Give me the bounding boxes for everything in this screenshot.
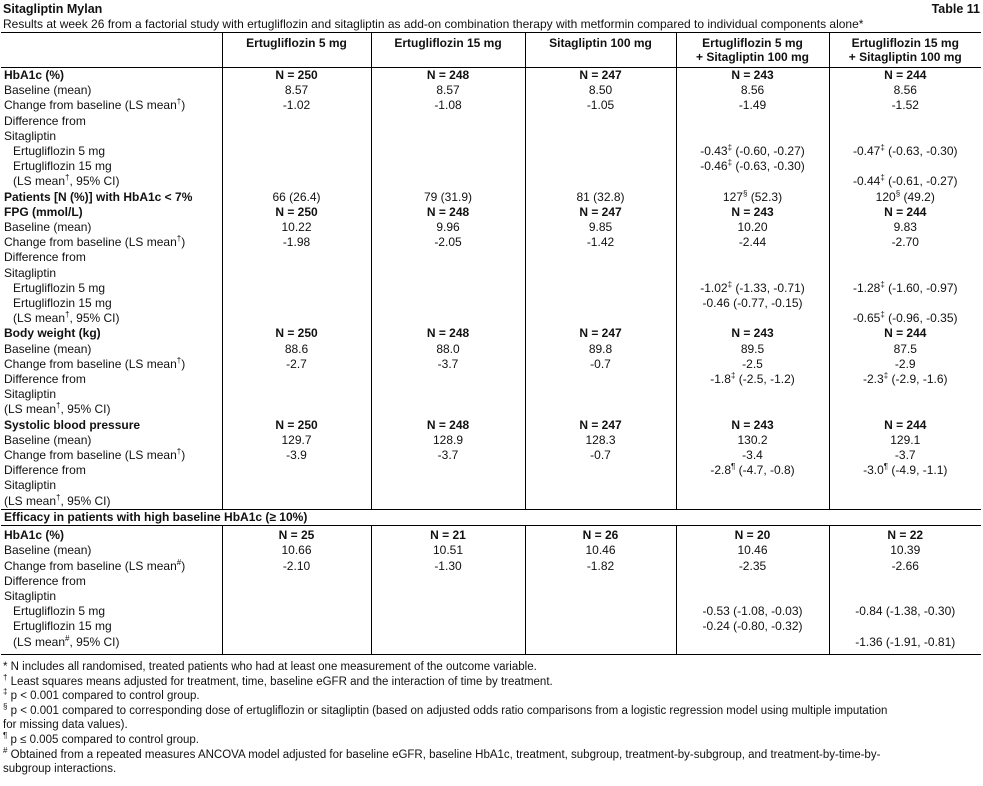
row-label: Ertugliflozin 15 mg <box>13 619 112 634</box>
footnote-mark: † <box>3 672 8 682</box>
value-ci: (-0.61, -0.27) <box>884 174 958 189</box>
cell: N = 250 <box>222 68 371 84</box>
label-text: (LS mean <box>4 402 57 417</box>
results-table <box>1 32 981 655</box>
cell: -2.05 <box>371 235 525 250</box>
cell: -0.7 <box>525 448 676 463</box>
cell: N = 248 <box>371 68 525 84</box>
table-row <box>1 418 981 433</box>
cell: 10.22 <box>222 220 371 235</box>
col-header-ertu15-sita <box>829 33 981 68</box>
footnote-mark: ¶ <box>731 463 736 472</box>
cell: 10.46 <box>676 543 829 558</box>
table-row <box>1 129 981 144</box>
row-label-body-weight: Body weight (kg) <box>4 326 101 341</box>
table-row <box>1 281 981 296</box>
value: -2.3 <box>863 372 884 387</box>
col-header-line2: + Sitagliptin 100 mg <box>695 50 810 64</box>
cell: 10.46 <box>525 543 676 558</box>
cell: 130.2 <box>676 433 829 448</box>
row-label <box>1 494 222 510</box>
row-label: Difference from <box>4 463 86 478</box>
cell: 128.9 <box>371 433 525 448</box>
table-row <box>1 528 981 543</box>
row-label: Baseline (mean) <box>4 341 92 356</box>
table-header-row <box>1 33 981 68</box>
cell: N = 248 <box>371 205 525 220</box>
cell: 129.1 <box>829 433 981 448</box>
table-row <box>1 220 981 235</box>
cell: -3.7 <box>371 357 525 372</box>
row-label: Change from baseline (LS mean†) <box>4 356 186 371</box>
row-label-sbp: Systolic blood pressure <box>4 417 141 432</box>
col-header-line1: Ertugliflozin 15 mg <box>851 36 959 50</box>
table-row <box>1 372 981 387</box>
document-title: Sitagliptin Mylan <box>3 2 103 16</box>
footnote-text: p ≤ 0.005 compared to control group. <box>7 733 200 746</box>
footnote-mark: ‡ <box>880 280 885 289</box>
cell: N = 244 <box>829 418 981 433</box>
cell: N = 248 <box>371 418 525 433</box>
cell: N = 250 <box>222 418 371 433</box>
cell: N = 244 <box>829 326 981 341</box>
table-row <box>1 266 981 281</box>
cell: -1.36 (-1.91, -0.81) <box>829 635 981 650</box>
footnote-mark: † <box>56 402 61 411</box>
row-label: Sitagliptin <box>4 128 57 143</box>
row-label: Baseline (mean) <box>4 220 92 235</box>
document-header <box>3 2 980 18</box>
footnote-mark: # <box>176 558 182 567</box>
cell <box>829 372 981 387</box>
table-bottom-rule <box>1 650 981 655</box>
col-header-ertu5-sita <box>676 33 829 68</box>
row-label <box>1 635 222 650</box>
footnote-mark: ‡ <box>880 311 885 320</box>
label-text: Change from baseline (LS mean <box>4 98 177 113</box>
cell <box>829 144 981 159</box>
cell: -1.02 <box>222 98 371 113</box>
footnote-mark: ¶ <box>883 463 889 472</box>
cell: 89.5 <box>676 342 829 357</box>
cell: N = 21 <box>371 528 525 543</box>
value-ci: (-1.60, -0.97) <box>884 280 958 295</box>
table-row <box>1 448 981 463</box>
table-row <box>1 83 981 98</box>
footnote-mark: † <box>176 448 182 457</box>
row-label: Sitagliptin <box>4 265 57 280</box>
row-label: Ertugliflozin 15 mg <box>13 296 112 311</box>
cell: -1.05 <box>525 98 676 113</box>
cell: N = 250 <box>222 326 371 341</box>
cell: -1.98 <box>222 235 371 250</box>
table-row <box>1 159 981 174</box>
table-row <box>1 604 981 619</box>
footnote <box>3 745 963 777</box>
value-ci: (-2.9, -1.6) <box>888 372 948 387</box>
row-label-patients: Patients [N (%)] with HbA1c < 7% <box>4 189 193 204</box>
footnote-mark: ‡ <box>3 687 8 697</box>
footnote <box>3 689 963 704</box>
cell: 88.6 <box>222 342 371 357</box>
value: -3.0 <box>863 463 884 478</box>
footnote-mark: # <box>65 634 70 643</box>
header-empty <box>1 33 222 68</box>
value-ci: (-0.63, -0.30) <box>884 144 958 159</box>
footnote-mark: † <box>176 356 182 365</box>
footnote-mark: § <box>742 189 748 198</box>
cell: N = 247 <box>525 326 676 341</box>
footnote-text: Least squares means adjusted for treatment, time, baseline eGFR and the interaction of time by treatment. <box>10 675 553 688</box>
row-label <box>1 402 222 417</box>
cell: 10.51 <box>371 543 525 558</box>
table-row <box>1 326 981 341</box>
row-label: Baseline (mean) <box>4 432 92 447</box>
footnote <box>3 730 963 748</box>
cell: 9.96 <box>371 220 525 235</box>
col-header-line1: Ertugliflozin 5 mg <box>702 36 803 50</box>
cell: -0.84 (-1.38, -0.30) <box>829 604 981 619</box>
row-label <box>1 174 222 189</box>
label-text: , 95% CI) <box>69 311 120 326</box>
cell: -2.9 <box>829 357 981 372</box>
value: -1.02 <box>700 280 728 295</box>
col-header-ertu15: Ertugliflozin 15 mg <box>371 33 525 68</box>
footnote-text: Obtained from a repeated measures ANCOVA model adjusted for baseline eGFR, baseline HbA1c, treatment, subgroup, treatment-by-subgroup, and treatment-by-time-by- <box>7 748 881 761</box>
label-text: Change from baseline (LS mean <box>4 356 177 371</box>
footnote-text: p < 0.001 compared to corresponding dose of ertugliflozin or sitagliptin (based on adjusted odds ratio comparisons from a logistic regression model using multiple imputation <box>7 704 888 717</box>
col-header-sita100: Sitagliptin 100 mg <box>525 33 676 68</box>
row-label: Change from baseline (LS mean†) <box>4 98 186 113</box>
cell: 8.57 <box>222 83 371 98</box>
row-label: Change from baseline (LS mean†) <box>4 235 186 250</box>
value-pct: (52.3) <box>747 189 783 204</box>
label-text: Change from baseline (LS mean <box>4 448 177 463</box>
cell: 89.8 <box>525 342 676 357</box>
cell: -0.7 <box>525 357 676 372</box>
table-row <box>1 174 981 189</box>
cell: -2.44 <box>676 235 829 250</box>
cell: 66 (26.4) <box>222 190 371 205</box>
footnote-mark: ‡ <box>730 372 736 381</box>
footnote-mark: ‡ <box>727 280 733 289</box>
table-row <box>1 98 981 113</box>
col-header-ertu5: Ertugliflozin 5 mg <box>222 33 371 68</box>
cell: 8.50 <box>525 83 676 98</box>
label-text: (LS mean <box>13 311 66 326</box>
table-row <box>1 296 981 311</box>
value-ci: (-1.33, -0.71) <box>732 280 805 295</box>
value-ci: (-0.63, -0.30) <box>732 159 805 174</box>
table-row <box>1 574 981 589</box>
footnote <box>3 672 963 690</box>
row-label: Difference from <box>4 372 86 387</box>
value: -1.8 <box>710 372 731 387</box>
value: -0.44 <box>852 174 881 189</box>
cell: -1.49 <box>676 98 829 113</box>
table-row <box>1 478 981 493</box>
label-text: Change from baseline (LS mean <box>4 235 177 250</box>
table-row <box>1 494 981 510</box>
row-label: Baseline (mean) <box>4 543 92 558</box>
cell: N = 248 <box>371 326 525 341</box>
row-label <box>1 311 222 326</box>
value-ci: (-0.60, -0.27) <box>732 144 805 159</box>
cell: 8.56 <box>676 83 829 98</box>
cell <box>829 311 981 326</box>
table-row <box>1 205 981 220</box>
cell: 129.7 <box>222 433 371 448</box>
cell: 10.20 <box>676 220 829 235</box>
row-label: Ertugliflozin 5 mg <box>13 144 106 159</box>
cell: N = 247 <box>525 418 676 433</box>
cell: 8.56 <box>829 83 981 98</box>
footnote-mark: ‡ <box>880 174 885 183</box>
table-row <box>1 402 981 417</box>
cell <box>829 463 981 478</box>
cell: -1.52 <box>829 98 981 113</box>
value-ci: (-2.5, -1.2) <box>735 372 795 387</box>
table-row <box>1 357 981 372</box>
value-ci: (-4.7, -0.8) <box>735 463 795 478</box>
cell: -2.66 <box>829 559 981 574</box>
cell: N = 20 <box>676 528 829 543</box>
footnote-mark: § <box>895 189 901 198</box>
value: -1.28 <box>852 280 881 295</box>
table-row <box>1 433 981 448</box>
cell: N = 244 <box>829 68 981 84</box>
cell: -0.53 (-1.08, -0.03) <box>676 604 829 619</box>
row-label: Change from baseline (LS mean#) <box>4 558 186 573</box>
col-header-line2: + Sitagliptin 100 mg <box>848 50 962 64</box>
footnote-mark: ‡ <box>880 144 885 153</box>
cell: -2.35 <box>676 559 829 574</box>
cell: -1.82 <box>525 559 676 574</box>
cell: 8.57 <box>371 83 525 98</box>
cell: 10.39 <box>829 543 981 558</box>
label-text: , 95% CI) <box>60 493 111 508</box>
cell: 9.83 <box>829 220 981 235</box>
value: 120 <box>875 189 896 204</box>
cell: -1.08 <box>371 98 525 113</box>
table-row <box>1 635 981 650</box>
table-row <box>1 387 981 402</box>
cell <box>676 463 829 478</box>
row-label: Sitagliptin <box>4 478 57 493</box>
cell: 9.85 <box>525 220 676 235</box>
table-row <box>1 311 981 326</box>
value: -0.65 <box>852 311 881 326</box>
cell: N = 247 <box>525 68 676 84</box>
table-row <box>1 619 981 634</box>
cell: -3.9 <box>222 448 371 463</box>
footnote-mark: ‡ <box>727 144 733 153</box>
cell: N = 22 <box>829 528 981 543</box>
table-row <box>1 68 981 84</box>
cell: -0.24 (-0.80, -0.32) <box>676 619 829 634</box>
cell: 10.66 <box>222 543 371 558</box>
cell: -3.7 <box>829 448 981 463</box>
footnote-text: subgroup interactions. <box>3 763 117 776</box>
label-text: (LS mean <box>13 634 66 649</box>
cell: -3.4 <box>676 448 829 463</box>
row-label: Sitagliptin <box>4 588 57 603</box>
table-row <box>1 235 981 250</box>
value: -0.46 <box>700 159 728 174</box>
cell: N = 243 <box>676 68 829 84</box>
label-text: (LS mean <box>4 493 57 508</box>
table-row <box>1 589 981 604</box>
value-ci: (-4.9, -1.1) <box>888 463 948 478</box>
cell: N = 247 <box>525 205 676 220</box>
value-pct: (49.2) <box>900 189 935 204</box>
section-title: Efficacy in patients with high baseline HbA1c (≥ 10%) <box>1 509 981 525</box>
cell: N = 243 <box>676 418 829 433</box>
row-label: Change from baseline (LS mean†) <box>4 448 186 463</box>
footnote-mark: † <box>176 235 182 244</box>
row-label: Sitagliptin <box>4 387 57 402</box>
footnote <box>3 660 963 675</box>
cell: N = 25 <box>222 528 371 543</box>
cell: -1.30 <box>371 559 525 574</box>
footnote-mark: ¶ <box>3 730 8 740</box>
cell <box>829 174 981 189</box>
row-label: Ertugliflozin 15 mg <box>13 159 112 174</box>
footnote-text: for missing data values). <box>3 719 128 732</box>
footnote-mark: # <box>3 745 8 755</box>
row-label-hba1c-high: HbA1c (%) <box>4 528 65 543</box>
cell: -2.70 <box>829 235 981 250</box>
footnote-text: p < 0.001 compared to control group. <box>7 690 200 703</box>
cell <box>829 281 981 296</box>
table-row <box>1 144 981 159</box>
cell: N = 250 <box>222 205 371 220</box>
table-row <box>1 250 981 265</box>
footnote-mark: § <box>3 701 8 711</box>
footnote-mark: ‡ <box>883 372 889 381</box>
footnote-mark: † <box>176 98 182 107</box>
cell: -2.7 <box>222 357 371 372</box>
table-row <box>1 543 981 558</box>
cell: 79 (31.9) <box>371 190 525 205</box>
cell: 81 (32.8) <box>525 190 676 205</box>
table-row <box>1 342 981 357</box>
cell: 128.3 <box>525 433 676 448</box>
cell: -1.42 <box>525 235 676 250</box>
row-label: Difference from <box>4 113 86 128</box>
value: -0.47 <box>852 144 881 159</box>
cell: N = 244 <box>829 205 981 220</box>
cell <box>676 372 829 387</box>
row-label: Ertugliflozin 5 mg <box>13 604 106 619</box>
row-label-fpg: FPG (mmol/L) <box>4 204 83 219</box>
footnote-mark: † <box>65 311 70 320</box>
cell: N = 26 <box>525 528 676 543</box>
table-number: Table 11 <box>931 2 980 16</box>
cell: 88.0 <box>371 342 525 357</box>
footnote-mark: † <box>56 493 61 502</box>
value: 127 <box>722 189 743 204</box>
footnote-mark: ‡ <box>727 159 733 168</box>
value-ci: (-0.96, -0.35) <box>884 311 958 326</box>
cell <box>676 190 829 205</box>
label-text: Change from baseline (LS mean <box>4 558 177 573</box>
table-row <box>1 190 981 205</box>
section-header-row <box>1 509 981 525</box>
cell <box>676 159 829 174</box>
footnote <box>3 701 963 733</box>
footnote-mark: † <box>65 174 70 183</box>
table-row <box>1 114 981 129</box>
label-text: , 95% CI) <box>69 634 120 649</box>
row-label: Difference from <box>4 573 86 588</box>
label-text: (LS mean <box>13 174 66 189</box>
cell <box>676 281 829 296</box>
cell: -2.10 <box>222 559 371 574</box>
row-label-hba1c: HbA1c (%) <box>4 68 65 82</box>
value: -2.8 <box>710 463 732 478</box>
cell: N = 243 <box>676 326 829 341</box>
table-row <box>1 463 981 478</box>
cell: N = 243 <box>676 205 829 220</box>
footnote-text: N includes all randomised, treated patients who had at least one measurement of the outcome variable. <box>7 661 537 673</box>
footnote-mark: * <box>3 661 8 673</box>
cell: -2.5 <box>676 357 829 372</box>
footnotes <box>3 660 963 777</box>
label-text: , 95% CI) <box>60 402 111 417</box>
table-caption: Results at week 26 from a factorial study with ertugliflozin and sitagliptin as add-on combination therapy with metformin compared to individual components alone* <box>3 17 864 31</box>
cell <box>676 144 829 159</box>
cell: 87.5 <box>829 342 981 357</box>
row-label: Baseline (mean) <box>4 83 92 98</box>
cell: -3.7 <box>371 448 525 463</box>
row-label: Difference from <box>4 250 86 265</box>
value: -0.43 <box>700 144 728 159</box>
label-text: , 95% CI) <box>69 174 120 189</box>
row-label: Ertugliflozin 5 mg <box>13 280 106 295</box>
cell <box>829 190 981 205</box>
cell: -0.46 (-0.77, -0.15) <box>676 296 829 311</box>
table-row <box>1 559 981 574</box>
